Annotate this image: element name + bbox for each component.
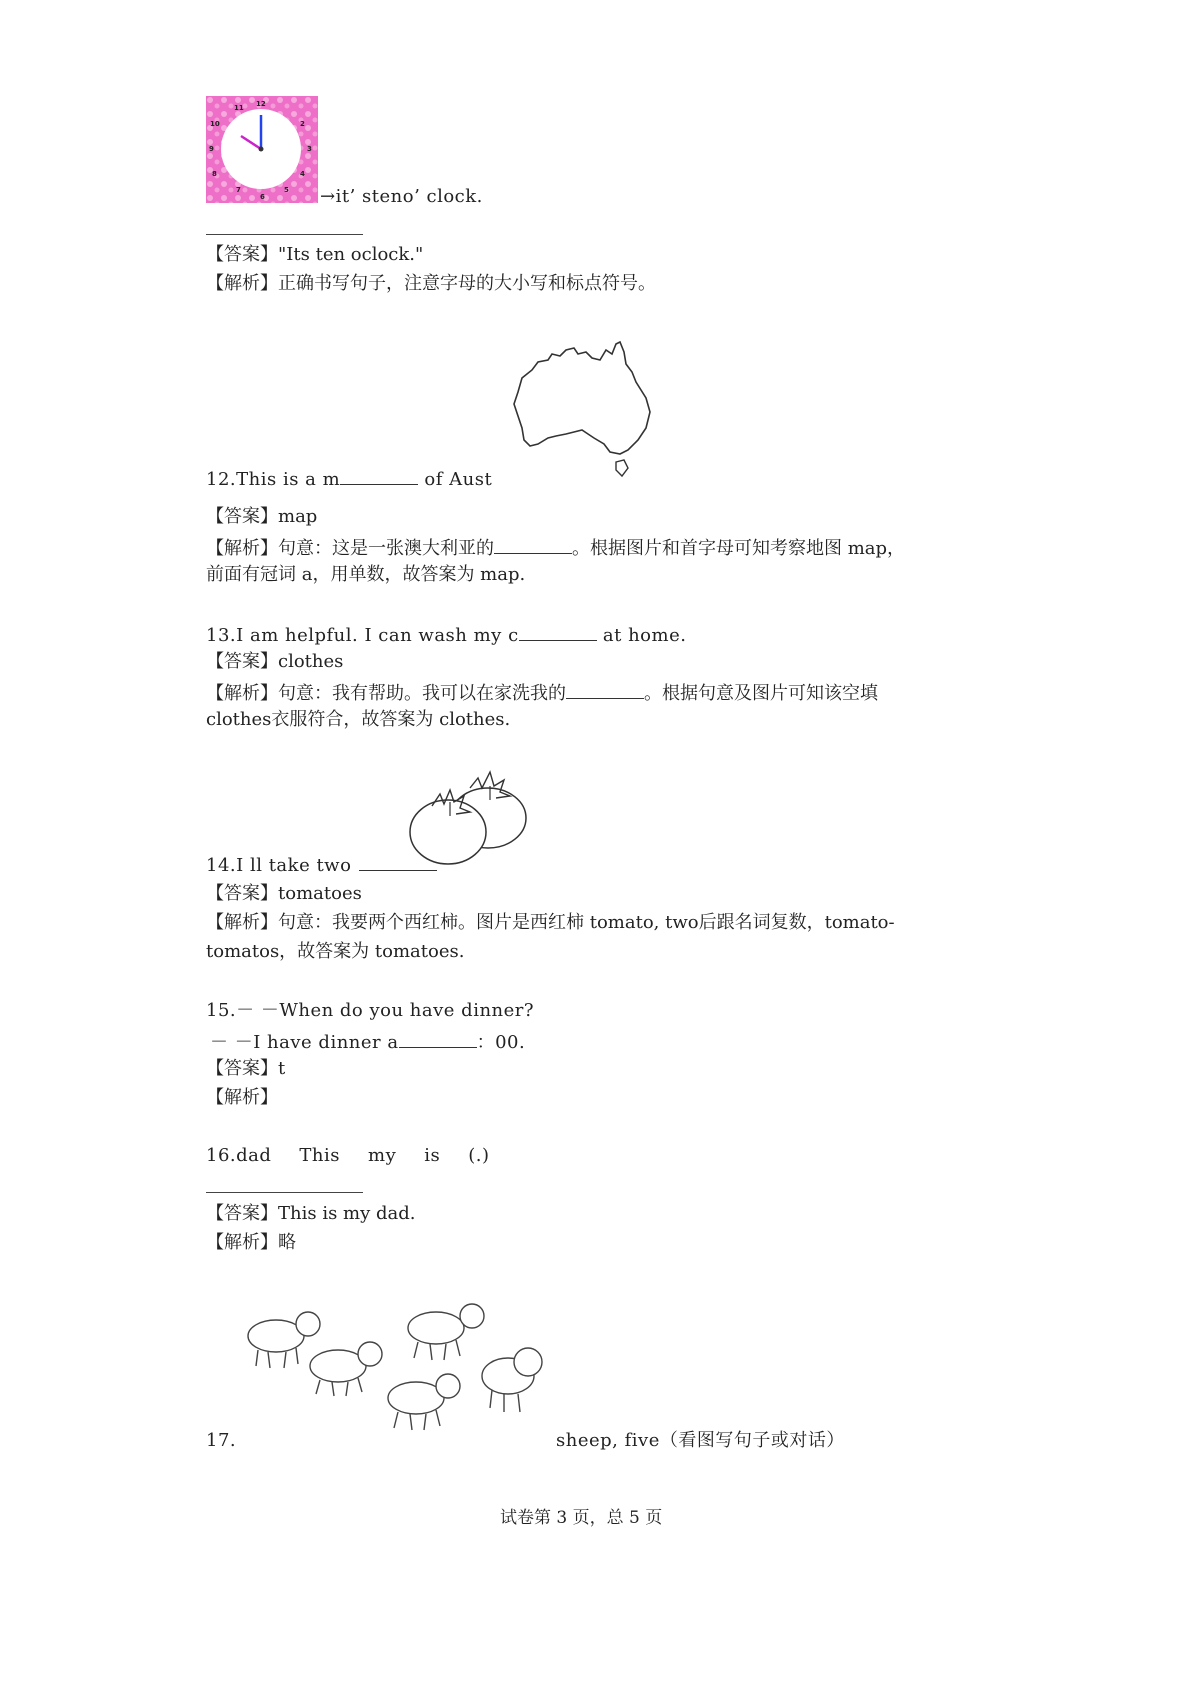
page-footer: 试卷第 3 页，总 5 页 [500, 1508, 663, 1528]
q13-suffix: at home. [596, 625, 687, 646]
q13-question [206, 622, 686, 647]
q14-analysis-row [206, 912, 895, 934]
q14-question [206, 852, 437, 877]
q14-analysis-line2: tomatos，故答案为 tomatoes. [206, 941, 465, 962]
q13-analysis-row [206, 680, 878, 705]
analysis-label: 【解析】 [206, 538, 278, 559]
svg-text:7: 7 [236, 186, 241, 194]
answer-label: 【答案】 [206, 883, 278, 904]
q12-analysis-a: 句意：这是一张澳大利亚的 [278, 538, 494, 559]
q16-answer-line [206, 1192, 363, 1193]
analysis-label: 【解析】 [206, 1232, 278, 1253]
q14-answer-row [206, 883, 362, 905]
q16-word: This [299, 1145, 341, 1166]
analysis-label: 【解析】 [206, 912, 278, 933]
svg-text:8: 8 [212, 170, 217, 178]
q15-answer: t [278, 1058, 286, 1079]
q15-line1: 15.－ －When do you have dinner? [206, 1000, 535, 1021]
q15-line2-a: － －I have dinner a [210, 1032, 399, 1053]
q12-analysis-blank [494, 535, 572, 554]
q12-answer: map [278, 506, 318, 527]
svg-text:6: 6 [260, 193, 265, 201]
analysis-label: 【解析】 [206, 1087, 278, 1108]
q13-blank [519, 622, 597, 641]
q11-analysis: 正确书写句子，注意字母的大小写和标点符号。 [278, 273, 656, 294]
q12-question [206, 466, 492, 491]
q12-analysis-line2: 前面有冠词 a，用单数，故答案为 map. [206, 564, 526, 585]
analysis-label: 【解析】 [206, 273, 278, 294]
q16-analysis: 略 [278, 1232, 296, 1253]
q15-line2 [210, 1029, 525, 1054]
q16-answer-row [206, 1203, 416, 1225]
q14-blank [359, 852, 437, 871]
q12-middle: of Aust [418, 469, 493, 490]
q16-word: my [368, 1145, 397, 1166]
answer-label: 【答案】 [206, 244, 278, 265]
answer-label: 【答案】 [206, 1203, 278, 1224]
svg-text:2: 2 [300, 120, 305, 128]
q11-answer-row [206, 244, 423, 266]
q16-analysis-row [206, 1232, 296, 1254]
q15-blank [399, 1029, 477, 1048]
q15-line2-b: ：00. [476, 1032, 526, 1053]
analysis-label: 【解析】 [206, 683, 278, 704]
q17-number: 17. [206, 1430, 237, 1451]
svg-text:11: 11 [234, 104, 244, 112]
q13-answer-row [206, 651, 343, 673]
q13-answer: clothes [278, 651, 344, 672]
q16-word: dad [236, 1145, 272, 1166]
q12-blank [340, 466, 418, 485]
q13-analysis-a: 句意：我有帮助。我可以在家洗我的 [278, 683, 566, 704]
svg-text:5: 5 [284, 186, 289, 194]
svg-text:9: 9 [209, 145, 214, 153]
q12-analysis-b: 。根据图片和首字母可知考察地图 map， [572, 538, 906, 559]
answer-label: 【答案】 [206, 506, 278, 527]
svg-text:4: 4 [300, 170, 305, 178]
sheep-image [240, 1298, 554, 1438]
q11-analysis-row [206, 273, 656, 295]
q12-analysis-row [206, 535, 905, 560]
q16-word: (.) [468, 1145, 490, 1166]
svg-text:10: 10 [210, 120, 220, 128]
q17-text: sheep, five（看图写句子或对话） [556, 1430, 845, 1451]
q13-analysis-line2: clothes衣服符合，故答案为 clothes. [206, 709, 511, 730]
q13-prefix: 13.I am helpful. I can wash my c [206, 625, 519, 646]
australia-map-image [508, 340, 656, 482]
q16-word: is [424, 1145, 441, 1166]
q12-answer-row [206, 506, 317, 528]
q16-answer: This is my dad. [278, 1203, 416, 1224]
q14-analysis-1: 句意：我要两个西红柿。图片是西红柿 tomato, two后跟名词复数，tomato- [278, 912, 895, 933]
answer-label: 【答案】 [206, 1058, 278, 1079]
q15-answer-row [206, 1058, 285, 1080]
q11-answer: "Its ten oclock." [278, 244, 424, 265]
q13-analysis-b: 。根据句意及图片可知该空填 [644, 683, 878, 704]
q11-arrow-text: →it’ steno’ clock. [320, 186, 483, 207]
q16-question [206, 1145, 490, 1167]
clock-image [206, 96, 318, 203]
svg-text:3: 3 [307, 145, 312, 153]
q11-answer-line [206, 234, 363, 235]
svg-text:12: 12 [256, 100, 266, 108]
answer-label: 【答案】 [206, 651, 278, 672]
q15-analysis-row [206, 1087, 278, 1109]
q16-prefix: 16. [206, 1145, 237, 1166]
q12-prefix: 12.This is a m [206, 469, 341, 490]
q14-prefix: 14.I ll take two [206, 855, 352, 876]
q13-analysis-blank [566, 680, 644, 699]
q14-answer: tomatoes [278, 883, 362, 904]
